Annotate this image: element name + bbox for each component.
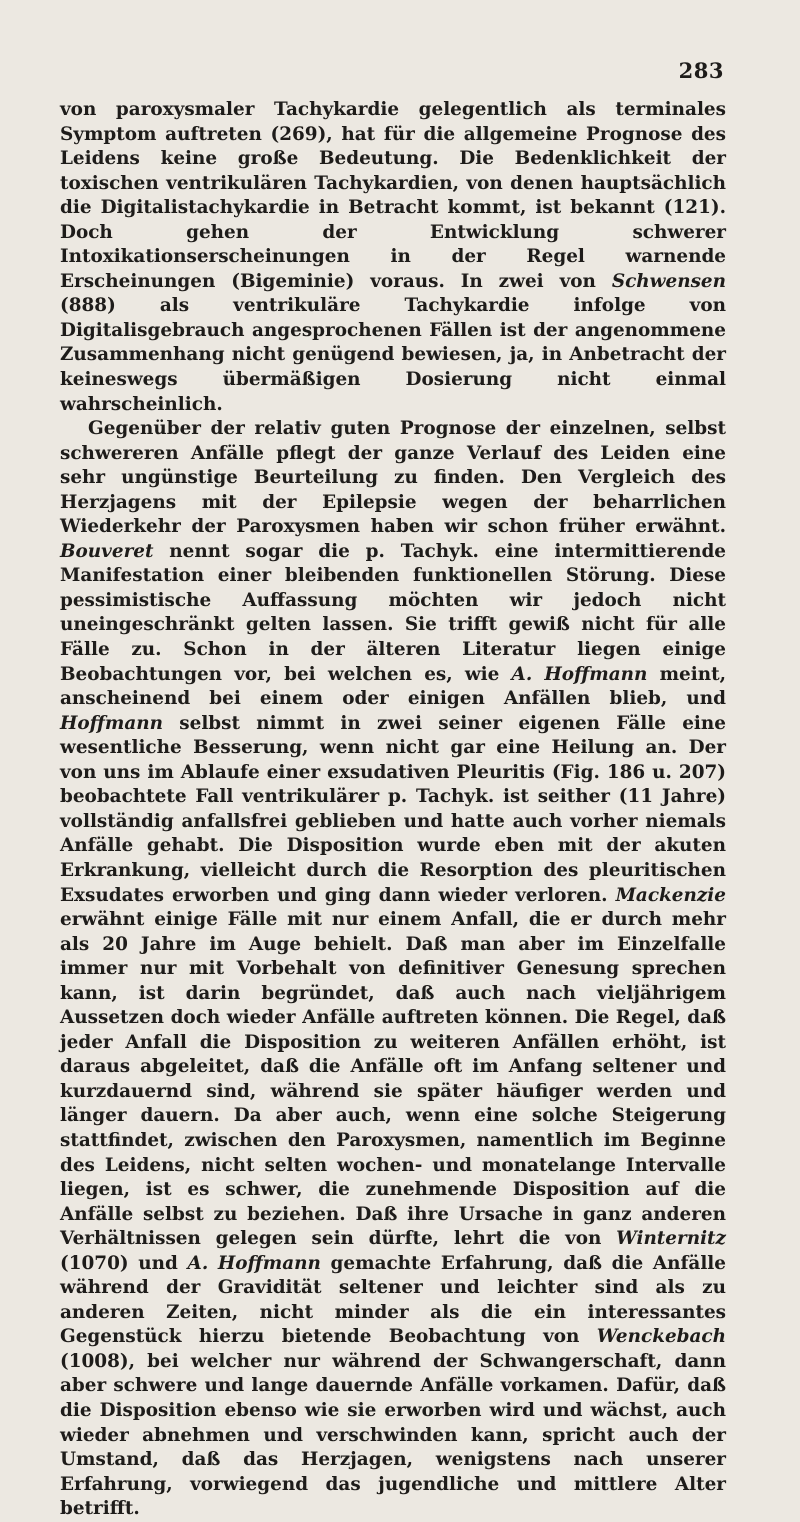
text-run: selbst nimmt in zwei seiner eigenen Fälle eine wesentliche Besserung, wenn nicht gar eine Heilung an. Der von uns im Ablaufe einer exsudativen Pleuritis (Fig. 186 u. 207) beobachtete Fall ventrikulärer p. Tachyk. ist seither (11 Jahre) vollständig anfallsfrei geblieben und hatte auch vorher niemals Anfälle gehabt. Die Disposition wurde eben mit der akuten Erkrankung, vielleicht durch die Resorption des pleuritischen Exsudates erworben und ging dann wieder verloren. [60,712,726,906]
text-run: (1008), bei welcher nur während der Schwangerschaft, dann aber schwere und lange dauernde Anfälle vorkamen. Dafür, daß die Disposition ebenso wie sie erworben wird und wächst, auch wieder abnehmen und verschwinden kann, spricht auch der Umstand, daß das Herzjagen, wenigstens nach unserer Erfahrung, vorwiegend das jugendliche und mittlere Alter betrifft. [60,1350,726,1520]
paragraph-2 [60,417,726,1522]
author-name: Wenckebach [596,1326,726,1348]
text-run: meint, anscheinend bei einem oder einigen Anfällen blieb, und [60,663,726,710]
body-text [60,98,726,1522]
text-run: gemachte Erfahrung, daß die Anfälle während der Gravidität seltener und leichter sind als zu anderen Zeiten, nicht minder als die ein interessantes Gegenstück hierzu bietende Beobachtung von [60,1252,726,1348]
paragraph-1 [60,98,726,417]
author-name: Mackenzie [615,884,726,906]
author-name: A. Hoffmann [511,663,648,685]
text-run: erwähnt einige Fälle mit nur einem Anfall, die er durch mehr als 20 Jahre im Auge behielt. Daß man aber im Einzelfalle immer nur mit Vorbehalt von definitiver Genesung sprechen kann, ist darin begründet, daß auch nach vieljährigem Aussetzen doch wieder Anfälle auftreten können. Die Regel, daß jeder Anfall die Disposition zu weiteren Anfällen erhöht, ist daraus abgeleitet, daß die Anfälle oft im Anfang seltener und kurzdauernd sind, während sie später häufiger werden und länger dauern. Da aber auch, wenn eine solche Steigerung stattfindet, zwischen den Paroxysmen, namentlich im Beginne des Leidens, nicht selten wochen- und monatelange Intervalle liegen, ist es schwer, die zunehmende Disposition auf die Anfälle selbst zu beziehen. Daß ihre Ursache in ganz anderen Verhältnissen gelegen sein dürfte, lehrt die von [60,909,726,1250]
author-name: Hoffmann [60,712,163,734]
author-name: Bouveret [60,540,154,562]
text-run: (1070) und [60,1252,188,1274]
page-number: 283 [678,58,724,83]
author-name: Schwensen [611,270,726,292]
author-name: Winternitz [616,1228,726,1250]
text-run: Gegenüber der relativ guten Prognose der einzelnen, selbst schwereren Anfälle pflegt der ganze Verlauf des Leiden eine sehr ungünstige Beurteilung zu finden. Den Vergleich des Herzjagens mit der Epilepsie wegen der beharrlichen Wiederkehr der Paroxysmen haben wir schon früher erwähnt. [60,418,726,538]
text-run: von paroxysmaler Tachykardie gelegentlich als terminales Symptom auftreten (269), hat für die allgemeine Prognose des Leidens keine große Bedeutung. Die Bedenklichkeit der toxischen ventrikulären Tachykardien, von denen hauptsächlich die Digitalistachykardie in Betracht kommt, ist bekannt (121). Doch gehen der Entwicklung schwerer Intoxikationserscheinungen in der Regel warnende Erscheinungen (Bigeminie) voraus. In zwei von [60,99,726,292]
text-run: (888) als ventrikuläre Tachykardie infolge von Digitalisgebrauch angesprochenen Fällen ist der angenommene Zusammenhang nicht genügend bewiesen, ja, in Anbetracht der keineswegs übermäßigen Dosierung nicht einmal wahrscheinlich. [60,295,726,415]
text-run: nennt sogar die p. Tachyk. eine intermittierende Manifestation einer bleibenden funktionellen Störung. Diese pessimistische Auffassung möchten wir jedoch nicht uneingeschränkt gelten lassen. Sie trifft gewiß nicht für alle Fälle zu. Schon in der älteren Literatur liegen einige Beobachtungen vor, bei welchen es, wie [60,540,726,685]
author-name: A. Hoffmann [187,1252,321,1274]
